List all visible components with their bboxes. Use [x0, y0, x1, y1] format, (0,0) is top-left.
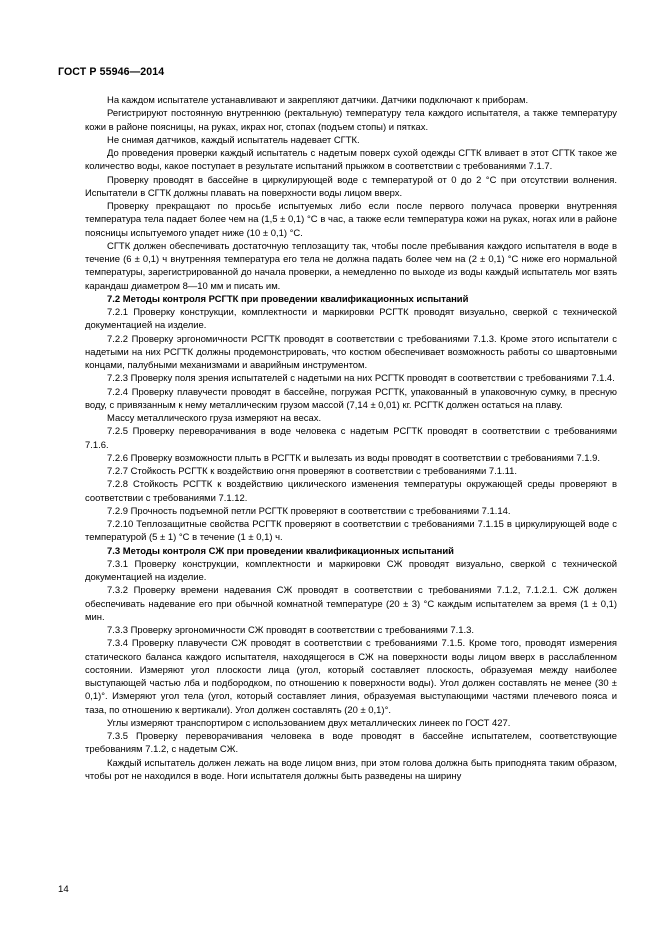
page-number: 14: [58, 884, 69, 895]
paragraph: 7.2.2 Проверку эргономичности РСГТК проводят в соответствии с требованиями 7.1.3. Кроме этого испытатели с надетыми на них РСГТК должны продемонстрировать, что костюм обеспечивает возможность работы со швартовными концами, палубными механизмами и аварийным инструментом.: [85, 333, 617, 371]
paragraph: 7.2.8 Стойкость РСГТК к воздействию циклического изменения температуры окружающей среды проверяют в соответствии с требованиями 7.1.12.: [85, 479, 617, 504]
paragraph: Проверку прекращают по просьбе испытуемых либо если после первого получаса проверки внутренняя температура тела падает более чем на (1,5 ± 0,1) °С в час, а также если температура кожи на руках, ногах или в районе поясницы испытуемого упадет ниже (10 ± 0,1) °С.: [85, 201, 617, 239]
paragraph: Углы измеряют транспортиром с использованием двух металлических линеек по ГОСТ 427.: [107, 717, 511, 729]
paragraph: 7.2.6 Проверку возможности плыть в РСГТК и вылезать из воды проводят в соответствии с требованиями 7.1.9.: [107, 452, 600, 464]
document-body: [85, 94, 617, 783]
section-heading: 7.3 Методы контроля СЖ при проведении квалификационных испытаний: [107, 545, 454, 557]
section-heading: 7.2 Методы контроля РСГТК при проведении квалификационных испытаний: [107, 293, 469, 305]
paragraph: 7.3.5 Проверку переворачивания человека в воде проводят в бассейне испытателем, соответствующие требованиям 7.1.2, с надетым СЖ.: [85, 731, 617, 756]
paragraph: 7.2.9 Прочность подъемной петли РСГТК проверяют в соответствии с требованиями 7.1.14.: [107, 505, 511, 517]
paragraph: 7.3.1 Проверку конструкции, комплектности и маркировки СЖ проводят визуально, сверкой с технической документацией на изделие.: [85, 558, 617, 583]
paragraph: 7.2.4 Проверку плавучести проводят в бассейне, погружая РСГТК, упакованный в упаковочную сумку, в пресную воду, с привязанным к нему металлическим грузом массой (7,14 ± 0,01) кг. РСГТК должен остаться на плаву.: [85, 386, 617, 411]
paragraph: 7.2.10 Теплозащитные свойства РСГТК проверяют в соответствии с требованиями 7.1.15 в циркулирующей воде с температурой (5 ± 1) °С в течение (1 ± 0,1) ч.: [85, 519, 617, 544]
paragraph: Регистрируют постоянную внутреннюю (ректальную) температуру тела каждого испытателя, а также температуру кожи в районе поясницы, на руках, икрах ног, стопах (подъем стопы) и пятках.: [85, 108, 617, 133]
paragraph: 7.3.4 Проверку плавучести СЖ проводят в соответствии с требованиями 7.1.5. Кроме того, проводят измерения статического баланса каждого испытателя, находящегося в СЖ на поверхности воды лицом вверх в расслабленном состоянии. Измеряют угол плоскости лица (угол, который составляет плоскость, образуемая между наиболее выступающей частью лба и подбородком, по отношению к поверхности воды). Угол должен составлять не менее (30 ± 0,1)°. Измеряют угол тела (угол, который составляет линия, образуемая выступающими частями плечевого пояса и таза, по отношению к вертикали). Угол должен составлять (20 ± 0,1)°.: [85, 638, 617, 716]
paragraph: СГТК должен обеспечивать достаточную теплозащиту так, чтобы после пребывания каждого испытателя в воде в течение (6 ± 0,1) ч внутренняя температура его тела не должна падать более чем на (2 ± 0,1) °С ниже его нормальной температуры, зарегистрированной до начала проверки, а немедленно по выходе из воды каждый испытатель мог взять карандаш диаметром 8—10 мм и писать им.: [85, 240, 617, 292]
paragraph: До проведения проверки каждый испытатель с надетым поверх сухой одежды СГТК вливает в этот СГТК такое же количество воды, какое поступает в результате испытаний прыжком в соответствии с требованиями 7.1.7.: [85, 148, 617, 173]
paragraph: 7.3.3 Проверку эргономичности СЖ проводят в соответствии с требованиями 7.1.3.: [107, 625, 475, 636]
paragraph: Проверку проводят в бассейне в циркулирующей воде с температурой от 0 до 2 °С при отсутствии волнения. Испытатели в СГТК должны плавать на поверхности воды лицом вверх.: [85, 174, 617, 199]
paragraph: 7.2.1 Проверку конструкции, комплектности и маркировки РСГТК проводят визуально, сверкой с технической документацией на изделие.: [85, 307, 617, 332]
paragraph: 7.2.3 Проверку поля зрения испытателей с надетыми на них РСГТК проводят в соответствии с требованиями 7.1.4.: [107, 373, 615, 385]
document-header: ГОСТ Р 55946—2014: [58, 66, 165, 78]
paragraph: 7.3.2 Проверку времени надевания СЖ проводят в соответствии с требованиями 7.1.2, 7.1.2.1. СЖ должен обеспечивать надевание его при обычной комнатной температуре (20 ± 3) °С каждым испытателем за время (1 ± 0,1) мин.: [85, 585, 617, 623]
paragraph: На каждом испытателе устанавливают и закрепляют датчики. Датчики подключают к приборам.: [107, 95, 529, 106]
paragraph: Каждый испытатель должен лежать на воде лицом вниз, при этом голова должна быть приподнята таким образом, чтобы рот не находился в воде. Ноги испытателя должны быть разведены на ширину: [85, 757, 617, 782]
paragraph: 7.2.7 Стойкость РСГТК к воздействию огня проверяют в соответствии с требованиями 7.1.11.: [107, 466, 518, 477]
paragraph: Не снимая датчиков, каждый испытатель надевает СГТК.: [107, 134, 360, 146]
paragraph: 7.2.5 Проверку переворачивания в воде человека с надетым РСГТК проводят в соответствии с требованиями 7.1.6.: [85, 426, 617, 451]
paragraph: Массу металлического груза измеряют на весах.: [107, 413, 322, 424]
